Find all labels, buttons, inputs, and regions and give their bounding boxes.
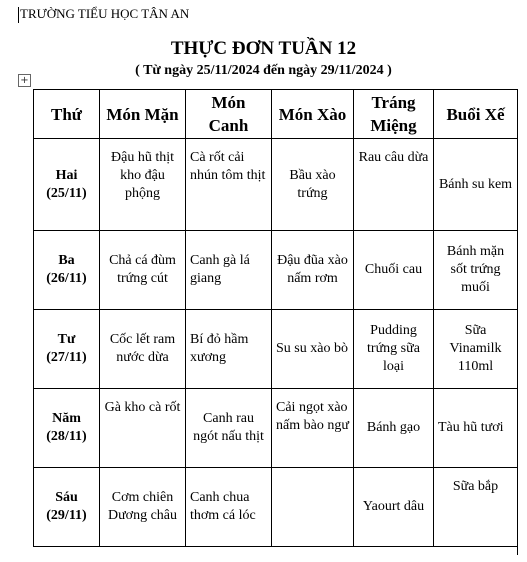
trang-mieng-cell: Yaourt dâu <box>354 468 434 547</box>
column-header: Thứ <box>34 90 100 139</box>
mon-xao-cell <box>272 468 354 547</box>
table-end-marker <box>517 547 518 555</box>
date-range: ( Từ ngày 25/11/2024 đến ngày 29/11/2024 ) <box>135 63 392 78</box>
mon-man-cell: Đậu hũ thịt kho đậu phộng <box>100 139 186 231</box>
trang-mieng-cell: Chuối cau <box>354 231 434 310</box>
day-cell: Hai (25/11) <box>34 139 100 231</box>
menu-table <box>33 89 518 547</box>
column-header: Buổi Xế <box>434 90 518 139</box>
buoi-xe-cell: Sữa bắp <box>434 468 518 547</box>
school-name: TRƯỜNG TIỂU HỌC TÂN AN <box>20 6 190 21</box>
mon-xao-cell: Bầu xào trứng <box>272 139 354 231</box>
column-header: Món Canh <box>186 90 272 139</box>
mon-canh-cell: Bí đỏ hầm xương <box>186 310 272 389</box>
mon-man-cell: Gà kho cà rốt <box>100 389 186 468</box>
day-cell: Năm (28/11) <box>34 389 100 468</box>
table-row <box>34 468 518 547</box>
mon-xao-cell: Đậu đũa xào nấm rơm <box>272 231 354 310</box>
mon-canh-cell: Canh rau ngót nấu thịt <box>186 389 272 468</box>
day-cell: Ba (26/11) <box>34 231 100 310</box>
mon-xao-cell: Cải ngọt xào nấm bào ngư <box>272 389 354 468</box>
table-header-row <box>34 90 518 139</box>
mon-man-cell: Cốc lết ram nước dừa <box>100 310 186 389</box>
mon-canh-cell: Canh gà lá giang <box>186 231 272 310</box>
buoi-xe-cell: Tàu hũ tươi <box>434 389 518 468</box>
trang-mieng-cell: Rau câu dừa <box>354 139 434 231</box>
table-row <box>34 310 518 389</box>
buoi-xe-cell: Bánh su kem <box>434 139 518 231</box>
trang-mieng-cell: Bánh gạo <box>354 389 434 468</box>
table-row <box>34 231 518 310</box>
column-header: Món Mặn <box>100 90 186 139</box>
menu-title: THỰC ĐƠN TUẦN 12 <box>170 38 357 59</box>
buoi-xe-cell: Sữa Vinamilk 110ml <box>434 310 518 389</box>
column-header: Tráng Miệng <box>354 90 434 139</box>
table-row <box>34 139 518 231</box>
day-cell: Tư (27/11) <box>34 310 100 389</box>
mon-canh-cell: Canh chua thơm cá lóc <box>186 468 272 547</box>
mon-man-cell: Chả cá đùm trứng cút <box>100 231 186 310</box>
move-handle-icon[interactable]: + <box>18 74 31 87</box>
day-cell: Sáu (29/11) <box>34 468 100 547</box>
mon-xao-cell: Su su xào bò <box>272 310 354 389</box>
mon-man-cell: Cơm chiên Dương châu <box>100 468 186 547</box>
column-header: Món Xào <box>272 90 354 139</box>
table-row <box>34 389 518 468</box>
trang-mieng-cell: Pudding trứng sữa loại <box>354 310 434 389</box>
buoi-xe-cell: Bánh mặn sốt trứng muối <box>434 231 518 310</box>
mon-canh-cell: Cà rốt cải nhún tôm thịt <box>186 139 272 231</box>
